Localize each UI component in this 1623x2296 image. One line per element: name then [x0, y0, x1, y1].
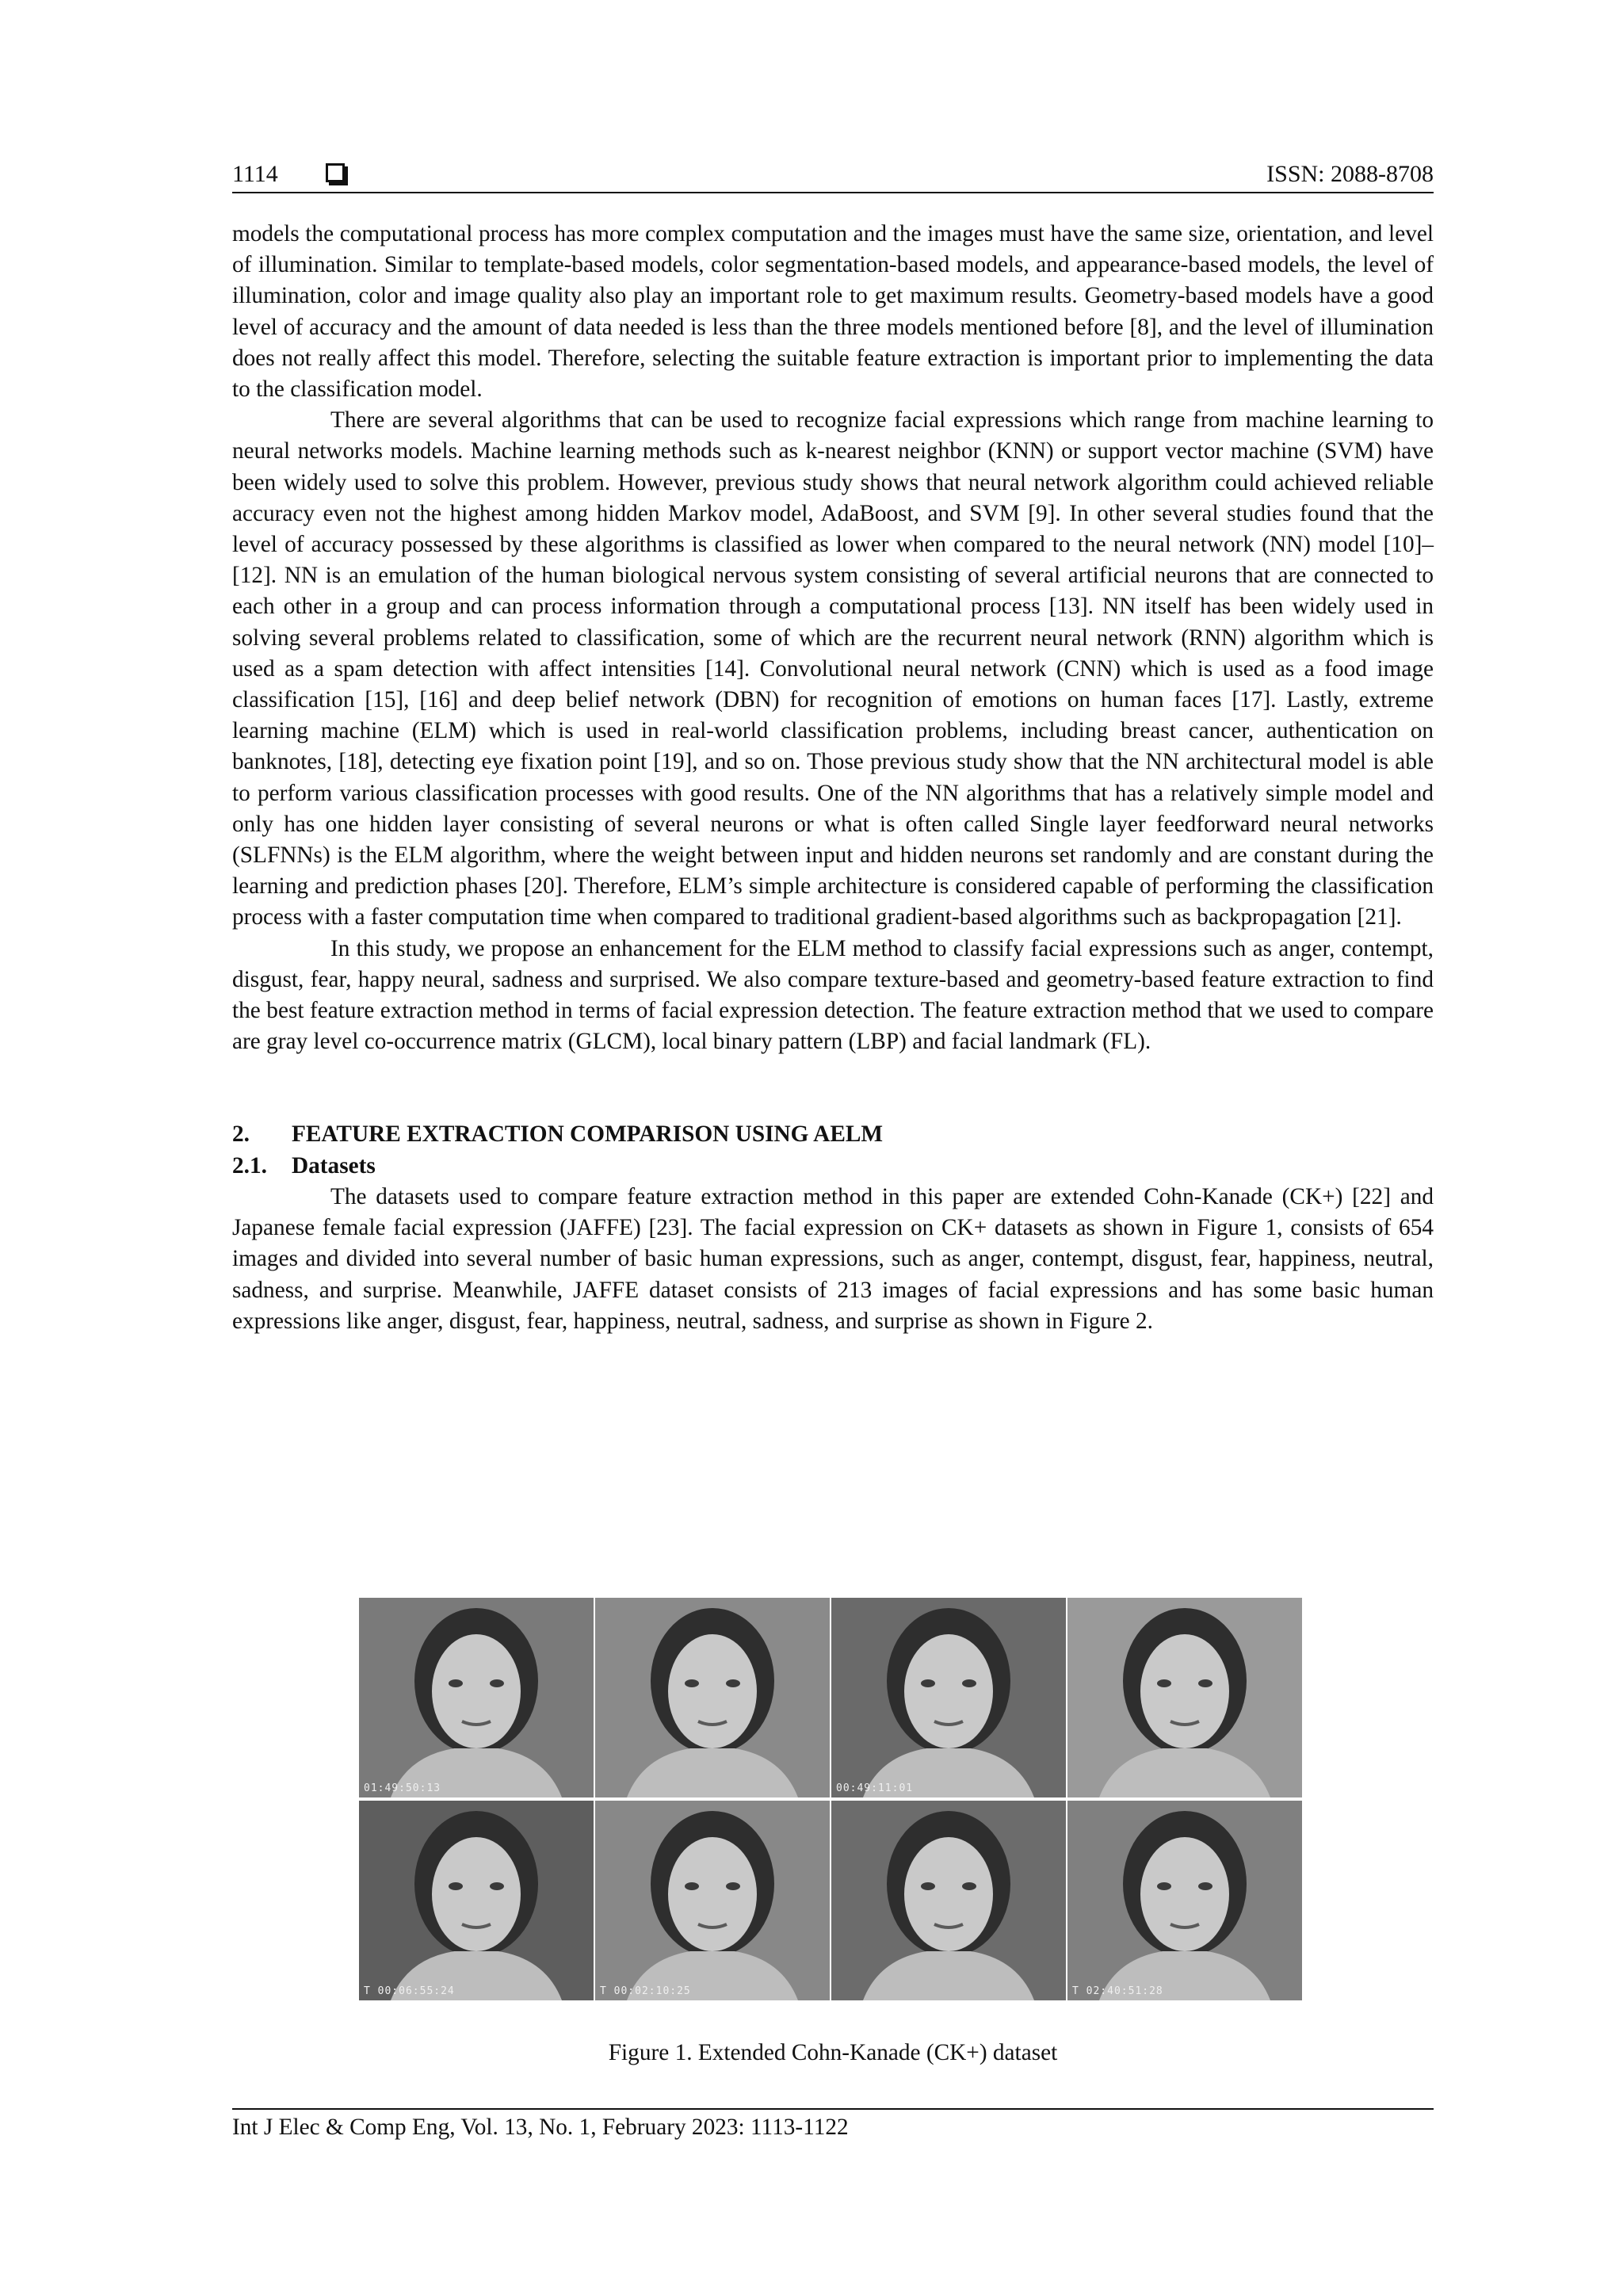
video-timestamp: T 00:02:10:25: [600, 1985, 691, 1997]
face-photo: [1067, 1801, 1302, 2000]
face-photo: [1067, 1598, 1302, 1797]
face-photo: [595, 1801, 830, 2000]
face-photo: [595, 1598, 830, 1797]
header-rule: [232, 192, 1434, 193]
subsection-number: 2.1.: [232, 1152, 267, 1179]
video-timestamp: 00:49:11:01: [836, 1782, 914, 1794]
section-heading: [232, 1119, 1434, 1150]
paragraph: The datasets used to compare feature extraction method in this paper are extended Cohn-Kanade (CK+) [22] and Japanese female facial expression (JAFFE) [23]. The facial expression on CK+ datasets as shown in Figure 1, consists of 654 images and divided into several number of basic human expressions, such as anger, contempt, disgust, fear, happiness, neutral, sadness, and surprise. Meanwhile, JAFFE dataset consists of 213 images of facial expressions and has some basic human expressions like anger, disgust, fear, happiness, neutral, sadness, and surprise as shown in Figure 2.: [232, 1183, 1434, 1334]
face-silhouette-icon: [359, 1598, 594, 1797]
footer-rule: [232, 2108, 1434, 2110]
section-title: FEATURE EXTRACTION COMPARISON USING AELM: [292, 1121, 884, 1148]
figure-caption: Figure 1. Extended Cohn-Kanade (CK+) dataset: [608, 2040, 1058, 2065]
face-photo: [831, 1598, 1066, 1797]
body-text: [232, 219, 1434, 1337]
video-timestamp: 01:49:50:13: [364, 1782, 441, 1794]
face-photo: [359, 1801, 594, 2000]
face-silhouette-icon: [359, 1801, 594, 2000]
face-silhouette-icon: [831, 1801, 1066, 2000]
running-header: [232, 155, 1434, 193]
footer-citation: Int J Elec & Comp Eng, Vol. 13, No. 1, February 2023: 1113-1122: [232, 2115, 849, 2140]
paragraph: There are several algorithms that can be used to recognize facial expressions which range from machine learning to neural networks models. Machine learning methods such as k-nearest neighbor (KNN) or support vector machine (SVM) have been widely used to solve this problem. However, previous study shows that neural network algorithm could achieved reliable accuracy even not the highest among hidden Markov model, AdaBoost, and SVM [9]. In other several studies found that the level of accuracy possessed by these algorithms is classified as lower when compared to the neural network (NN) model [10]–[12]. NN is an emulation of the human biological nervous system consisting of several artificial neurons that are connected to each other in a group and can process information through a computational process [13]. NN itself has been widely used in solving several problems related to classification, some of which are the recurrent neural network (RNN) algorithm which is used as a spam detection with affect intensities [14]. Convolutional neural network (CNN) which is used as a food image classification [15], [16] and deep belief network (DBN) for recognition of emotions on human faces [17]. Lastly, extreme learning machine (ELM) which is used in real-world classification problems, including breast cancer, authentication on banknotes, [18], detecting eye fixation point [19], and so on. Those previous study show that the NN architectural model is able to perform various classification processes with good results. One of the NN algorithms that has a relatively simple model and only has one hidden layer consisting of several neurons or what is often called Single layer feedforward neural networks (SLFNNs) is the ELM algorithm, where the weight between input and hidden neurons set randomly and are constant during the learning and prediction phases [20]. Therefore, ELM’s simple architecture is considered capable of performing the classification process with a faster computation time when compared to traditional gradient-based algorithms such as backpropagation [21].: [232, 407, 1434, 930]
video-timestamp: T 02:40:51:28: [1072, 1985, 1163, 1997]
paragraph: In this study, we propose an enhancement for the ELM method to classify facial expressions such as anger, contempt, disgust, fear, happy neural, sadness and surprised. We also compare texture-based and geometry-based feature extraction to find the best feature extraction method in terms of facial expression detection. The feature extraction method that we used to compare are gray level co-occurrence matrix (GLCM), local binary pattern (LBP) and facial landmark (FL).: [232, 935, 1434, 1055]
video-timestamp: T 00:06:55:24: [364, 1985, 455, 1997]
square-bullet-icon: [326, 163, 345, 182]
section-number: 2.: [232, 1121, 250, 1148]
face-silhouette-icon: [1067, 1598, 1302, 1797]
face-silhouette-icon: [1067, 1801, 1302, 2000]
subsection-heading: [232, 1151, 1434, 1182]
face-photo: [831, 1801, 1066, 2000]
figure-face-grid: [359, 1598, 1304, 2000]
face-silhouette-icon: [831, 1598, 1066, 1797]
issn-label: ISSN: 2088-8708: [1266, 161, 1434, 187]
page-number: 1114: [232, 161, 278, 187]
face-silhouette-icon: [595, 1598, 830, 1797]
paragraph: models the computational process has more complex computation and the images must have the same size, orientation, and level of illumination. Similar to template-based models, color segmentation-based models, and appearance-based models, the level of illumination, color and image quality also play an important role to get maximum results. Geometry-based models have a good level of accuracy and the amount of data needed is less than the three models mentioned before [8], and the level of illumination does not really affect this model. Therefore, selecting the suitable feature extraction is important prior to implementing the data to the classification model.: [232, 221, 1434, 403]
subsection-title: Datasets: [292, 1152, 376, 1179]
face-photo: [359, 1598, 594, 1797]
face-silhouette-icon: [595, 1801, 830, 2000]
